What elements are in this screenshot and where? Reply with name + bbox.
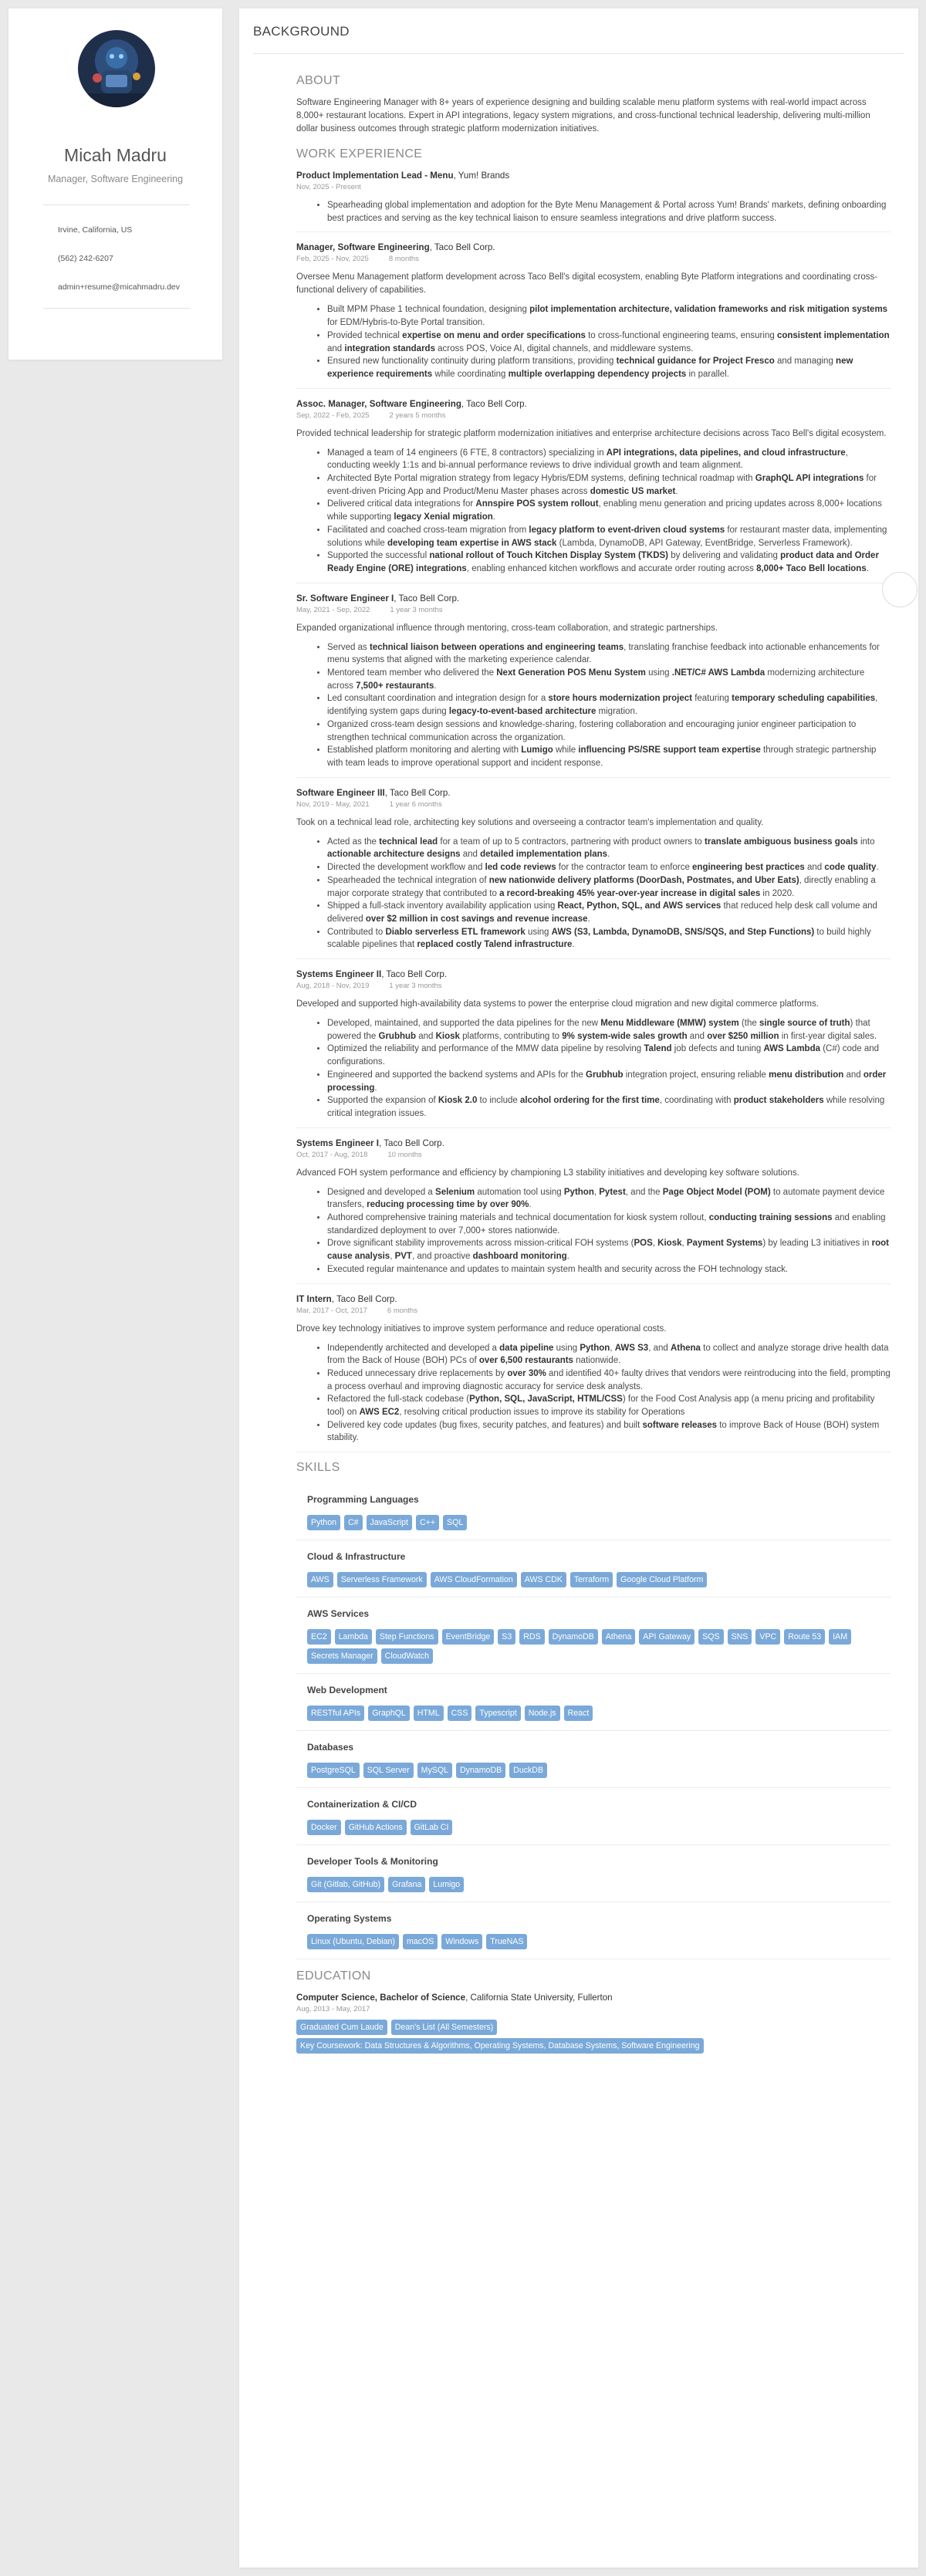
job-heading: Product Implementation Lead - Menu, Yum! Brands bbox=[296, 171, 510, 181]
job-company: Taco Bell Corp. bbox=[386, 969, 448, 980]
highlight-text: Pytest bbox=[599, 1187, 626, 1197]
job-heading: Manager, Software Engineering, Taco Bell Corp. bbox=[296, 242, 495, 253]
highlight-text: AWS Lambda bbox=[763, 1044, 820, 1054]
job-date-range: Aug, 2018 - Nov, 2019 bbox=[296, 982, 370, 991]
skill-group bbox=[296, 1494, 891, 1540]
work-experience-list bbox=[296, 170, 891, 1452]
job-bullet: • Spearheading global implementation and adoption for the Byte Menu Management & Portal across Yum! Brands' markets, defining onboarding best practices and serving as the key technical liaison to ensure seamless integrations and drive platform success. bbox=[327, 199, 891, 225]
highlight-text: Kiosk 2.0 bbox=[438, 1096, 478, 1106]
skill-group bbox=[296, 1551, 891, 1597]
skill-tag: S3 bbox=[498, 1629, 515, 1645]
page-title: BACKGROUND bbox=[253, 24, 350, 39]
highlight-text: product stakeholders bbox=[733, 1096, 824, 1106]
job-heading: Systems Engineer II, Taco Bell Corp. bbox=[296, 969, 448, 980]
skill-group bbox=[296, 1856, 891, 1902]
job-bullet: • Provided technical expertise on menu and order specifications to cross-functional engineering teams, ensuring consistent implementation and integration standards across POS, Voice AI, digital channels, and middleware systems. bbox=[327, 330, 891, 355]
highlight-text: alcohol ordering for the first time bbox=[519, 1096, 660, 1106]
job-date-range: Nov, 2025 - Present bbox=[296, 183, 361, 191]
skill-tag: Docker bbox=[307, 1820, 341, 1835]
highlight-text: influencing PS/SRE support team expertise bbox=[578, 745, 761, 756]
job-summary: Oversee Menu Management platform development across Taco Bell's digital ecosystem, enabling Byte Platform integrations and coordinating cross-functional delivery of capabilities. bbox=[296, 272, 878, 296]
skill-tag: macOS bbox=[403, 1934, 438, 1949]
job-bullet: • Optimized the reliability and performance of the MMW data pipeline by resolving Talend job defects and tuning AWS Lambda (C#) code and configurations. bbox=[327, 1043, 891, 1068]
job-duration: 10 months bbox=[387, 1150, 422, 1159]
job-title: Software Engineer III bbox=[296, 787, 385, 798]
job-summary: Advanced FOH system performance and efficiency by championing L3 stability initiatives and developing key software solutions. bbox=[296, 1168, 799, 1178]
skill-tag: Windows bbox=[441, 1934, 482, 1949]
job-bullets bbox=[296, 1186, 891, 1276]
phone-text[interactable]: (562) 242-6207 bbox=[58, 254, 113, 263]
job-heading: Assoc. Manager, Software Engineering, Taco Bell Corp. bbox=[296, 398, 527, 409]
highlight-text: POS bbox=[634, 1239, 653, 1249]
education-degree: Computer Science, Bachelor of Science bbox=[296, 1993, 466, 2003]
job-dates bbox=[296, 254, 891, 265]
skill-tag: DynamoDB bbox=[549, 1629, 598, 1645]
job-date-range: Mar, 2017 - Oct, 2017 bbox=[296, 1306, 367, 1315]
highlight-text: legacy platform to event-driven cloud systems bbox=[529, 525, 725, 535]
job-entry bbox=[296, 398, 891, 583]
job-title: IT Intern bbox=[296, 1293, 332, 1304]
highlight-text: translate ambiguous business goals bbox=[705, 837, 858, 847]
education-tags bbox=[296, 2020, 867, 2054]
job-dates bbox=[296, 411, 891, 421]
profile-name: Micah Madru bbox=[64, 145, 167, 165]
skill-tag: GitHub Actions bbox=[345, 1820, 407, 1835]
job-bullet: • Built MPM Phase 1 technical foundation, designing pilot implementation architecture, validation frameworks and risk mitigation systems for EDM/Hybris-to-Byte Portal transition. bbox=[327, 303, 891, 329]
job-date-range: Feb, 2025 - Nov, 2025 bbox=[296, 255, 369, 264]
job-summary: Expanded organizational influence through mentoring, cross-team collaboration, and strategic partnerships. bbox=[296, 623, 718, 633]
skill-tag: SNS bbox=[728, 1629, 752, 1645]
highlight-text: Diablo serverless ETL framework bbox=[385, 927, 526, 937]
job-dates bbox=[296, 1306, 891, 1317]
highlight-text: detailed implementation plans bbox=[480, 850, 608, 860]
skill-tag: EventBridge bbox=[442, 1629, 495, 1645]
highlight-text: new nationwide delivery platforms (DoorDash, Postmates, and Uber Eats) bbox=[488, 875, 799, 885]
job-bullets bbox=[296, 303, 891, 380]
job-bullet: • Directed the development workflow and led code reviews for the contractor team to enforce engineering best practices and code quality. bbox=[327, 861, 891, 874]
skill-tags bbox=[307, 1572, 891, 1587]
highlight-text: product data and Order Ready Engine (ORE) integrations bbox=[327, 551, 879, 573]
skill-tags bbox=[307, 1820, 891, 1835]
highlight-text: domestic US market bbox=[590, 486, 676, 496]
avatar-image bbox=[78, 30, 155, 107]
highlight-text: Athena bbox=[670, 1343, 701, 1353]
highlight-text: Kiosk bbox=[435, 1031, 460, 1041]
skill-group bbox=[296, 1913, 891, 1959]
job-bullets bbox=[296, 1017, 891, 1121]
job-duration: 6 months bbox=[387, 1306, 417, 1315]
skill-tag: DynamoDB bbox=[456, 1763, 505, 1778]
skill-tags bbox=[307, 1877, 891, 1892]
highlight-text: new experience requirements bbox=[327, 357, 853, 379]
skill-tag: C++ bbox=[416, 1515, 439, 1530]
job-summary: Took on a technical lead role, architecting key solutions and overseeing a contractor team's implementation and quality. bbox=[296, 817, 764, 827]
skill-tag: GraphQL bbox=[368, 1706, 410, 1721]
highlight-text: Lumigo bbox=[521, 745, 553, 756]
education-school: California State University, Fullerton bbox=[470, 1993, 613, 2003]
skill-tag: PostgreSQL bbox=[307, 1763, 360, 1778]
skill-tag: CloudWatch bbox=[381, 1648, 433, 1664]
highlight-text: over $2 million in cost savings and revenue increase bbox=[365, 914, 588, 924]
highlight-text: Python bbox=[563, 1187, 594, 1197]
highlight-text: Grubhub bbox=[586, 1070, 624, 1080]
highlight-text: software releases bbox=[642, 1420, 718, 1430]
job-bullet: • Mentored team member who delivered the Next Generation POS Menu System using .NET/C# AWS Lambda modernizing architecture across 7,500+ restaurants. bbox=[327, 667, 891, 692]
job-entry bbox=[296, 1138, 891, 1284]
highlight-text: legacy Xenial migration bbox=[394, 512, 493, 522]
job-date-range: Nov, 2019 - May, 2021 bbox=[296, 800, 370, 809]
job-duration: 2 years 5 months bbox=[389, 411, 446, 420]
highlight-text: AWS S3 bbox=[614, 1343, 649, 1353]
job-bullets bbox=[296, 1342, 891, 1445]
skill-group bbox=[296, 1799, 891, 1845]
job-bullet: • Reduced unnecessary drive replacements by over 30% and identified 40+ faulty drives that vendors were reintroducing into the field, prompting a process overhaul and improving diagnostic accuracy for service desk analysts. bbox=[327, 1367, 891, 1393]
highlight-text: over $250 million bbox=[707, 1031, 779, 1041]
job-summary: Drove key technology initiatives to improve system performance and reduce operational costs. bbox=[296, 1323, 667, 1334]
highlight-text: technical lead bbox=[379, 837, 438, 847]
job-bullet: • Drove significant stability improvements across mission-critical FOH systems (POS, Kiosk, Payment Systems) by leading L3 initiatives in root cause analysis, PVT, and proactive dashboard monitoring. bbox=[327, 1237, 891, 1263]
skill-tag: DuckDB bbox=[509, 1763, 547, 1778]
highlight-text: single source of truth bbox=[759, 1019, 850, 1029]
job-company: Taco Bell Corp. bbox=[398, 593, 460, 603]
skills-heading: SKILLS bbox=[296, 1461, 340, 1475]
background-panel bbox=[239, 8, 918, 2568]
skill-group bbox=[296, 1608, 891, 1674]
highlight-text: engineering best practices bbox=[692, 863, 805, 873]
highlight-text: Menu Middleware (MMW) system bbox=[600, 1019, 739, 1029]
job-entry bbox=[296, 787, 891, 959]
highlight-text: developing team expertise in AWS stack bbox=[387, 538, 557, 548]
job-dates bbox=[296, 182, 891, 193]
job-bullet: • Engineered and supported the backend systems and APIs for the Grubhub integration project, ensuring reliable menu distribution and order processing. bbox=[327, 1069, 891, 1094]
job-bullets bbox=[296, 641, 891, 770]
skill-tag: Secrets Manager bbox=[307, 1648, 377, 1664]
job-date-range: May, 2021 - Sep, 2022 bbox=[296, 605, 370, 614]
work-heading: WORK EXPERIENCE bbox=[296, 147, 423, 161]
highlight-text: expertise on menu and order specifications bbox=[402, 330, 586, 340]
skill-tag: API Gateway bbox=[639, 1629, 694, 1645]
job-bullet: • Managed a team of 14 engineers (6 FTE, 8 contractors) specializing in API integrations, data pipelines, and cloud infrastructure, conducting weekly 1:1s and bi-annual performance reviews to drive individual growth and team alignment. bbox=[327, 447, 891, 472]
education-tag: Graduated Cum Laude bbox=[296, 2020, 387, 2035]
skill-tag: RESTful APIs bbox=[307, 1706, 364, 1721]
job-bullet: • Authored comprehensive training materials and technical documentation for kiosk system rollout, conducting training sessions and enabling standardized deployment to over 7,000+ stores nationwide. bbox=[327, 1212, 891, 1237]
job-dates bbox=[296, 1150, 891, 1161]
job-bullet: • Led consultant coordination and integration design for a store hours modernization project featuring temporary scheduling capabilities, identifying system gaps during legacy-to-event-based architecture migration. bbox=[327, 692, 891, 718]
skill-group-title: Programming Languages bbox=[307, 1494, 419, 1506]
skill-tag: AWS CloudFormation bbox=[431, 1572, 517, 1587]
skill-tag: SQL bbox=[443, 1515, 467, 1530]
skill-group-title: Databases bbox=[307, 1742, 354, 1753]
job-bullets bbox=[296, 199, 891, 225]
highlight-text: 8,000+ Taco Bell locations bbox=[756, 563, 867, 573]
highlight-text: React, Python, SQL, and AWS services bbox=[557, 901, 722, 911]
skill-tag: Lambda bbox=[335, 1629, 372, 1645]
highlight-text: conducting training sessions bbox=[708, 1213, 833, 1223]
job-bullet: • Acted as the technical lead for a team of up to 5 contractors, partnering with product owners to translate ambiguous business goals into actionable architecture designs and detailed implementation plans. bbox=[327, 836, 891, 861]
job-bullet: • Supported the successful national rollout of Touch Kitchen Display System (TKDS) by delivering and validating product data and Order Ready Engine (ORE) integrations, enabling enhanced kitchen workflows and accurate order routing across 8,000+ Taco Bell locations. bbox=[327, 549, 891, 575]
highlight-text: Page Object Model (POM) bbox=[662, 1187, 771, 1197]
skill-tag: EC2 bbox=[307, 1629, 331, 1645]
skill-tag: IAM bbox=[829, 1629, 851, 1645]
highlight-text: Next Generation POS Menu System bbox=[496, 668, 646, 678]
highlight-text: menu distribution bbox=[769, 1070, 844, 1080]
job-dates bbox=[296, 800, 891, 810]
job-company: Taco Bell Corp. bbox=[384, 1138, 444, 1148]
highlight-text: Selenium bbox=[435, 1187, 475, 1197]
job-company: Taco Bell Corp. bbox=[389, 787, 451, 798]
highlight-text: Annspire POS system rollout bbox=[475, 499, 599, 509]
job-bullet: • Developed, maintained, and supported the data pipelines for the new Menu Middleware (MMW) system (the single source of truth) that powered the Grubhub and Kiosk platforms, contributing to 9% system-wide sales growth and over $250 million in first-year digital sales. bbox=[327, 1017, 891, 1043]
job-entry bbox=[296, 969, 891, 1128]
job-date-range: Oct, 2017 - Aug, 2018 bbox=[296, 1150, 368, 1159]
skill-tag: RDS bbox=[519, 1629, 544, 1645]
job-company: Taco Bell Corp. bbox=[434, 242, 495, 253]
skill-tag: Route 53 bbox=[784, 1629, 825, 1645]
highlight-text: national rollout of Touch Kitchen Display System (TKDS) bbox=[429, 551, 669, 561]
job-heading: Software Engineer III, Taco Bell Corp. bbox=[296, 787, 451, 798]
skill-tags bbox=[307, 1515, 891, 1530]
job-bullet: • Spearheaded the technical integration of new nationwide delivery platforms (DoorDash, Postmates, and Uber Eats), directly enabling a major corporate strategy that contributed to a record-breaking 45% year-over-year increase in digital sales in 2020. bbox=[327, 874, 891, 900]
highlight-text: consistent implementation bbox=[776, 330, 890, 340]
skill-tag: Terraform bbox=[570, 1572, 613, 1587]
highlight-text: Kiosk bbox=[657, 1239, 682, 1249]
sidebar-divider bbox=[43, 308, 190, 309]
job-date-range: Sep, 2022 - Feb, 2025 bbox=[296, 411, 370, 420]
job-heading: IT Intern, Taco Bell Corp. bbox=[296, 1293, 397, 1304]
skill-tag: Typescript bbox=[475, 1706, 520, 1721]
skill-tag: Athena bbox=[602, 1629, 636, 1645]
skill-tag: Linux (Ubuntu, Debian) bbox=[307, 1934, 399, 1949]
job-dates bbox=[296, 981, 891, 992]
resume-content bbox=[296, 75, 891, 2054]
job-bullet: • Designed and developed a Selenium automation tool using Python, Pytest, and the Page Object Model (POM) to automate payment device transfers, reducing processing time by over 90%. bbox=[327, 1186, 891, 1212]
profile-role: Manager, Software Engineering bbox=[47, 174, 184, 184]
title-divider bbox=[253, 53, 904, 54]
highlight-text: store hours modernization project bbox=[548, 694, 692, 704]
skill-tag: Step Functions bbox=[376, 1629, 438, 1645]
skill-tag: AWS bbox=[307, 1572, 333, 1587]
job-duration: 8 months bbox=[388, 255, 419, 264]
skill-group-title: AWS Services bbox=[307, 1608, 370, 1620]
highlight-text: API integrations, data pipelines, and cloud infrastructure bbox=[606, 448, 846, 458]
skill-tag: Google Cloud Platform bbox=[617, 1572, 707, 1587]
highlight-text: pilot implementation architecture, validation frameworks and risk mitigation systems bbox=[529, 305, 888, 315]
highlight-text: GraphQL API integrations bbox=[755, 474, 864, 484]
skill-group-title: Developer Tools & Monitoring bbox=[307, 1856, 438, 1868]
skill-group bbox=[296, 1685, 891, 1731]
job-title: Sr. Software Engineer I bbox=[296, 593, 394, 603]
highlight-text: Grubhub bbox=[378, 1031, 417, 1041]
skill-tags bbox=[307, 1706, 891, 1721]
skill-tag: VPC bbox=[755, 1629, 780, 1645]
job-heading: Systems Engineer I, Taco Bell Corp. bbox=[296, 1138, 444, 1148]
skills-list bbox=[296, 1494, 891, 1959]
job-title: Systems Engineer I bbox=[296, 1138, 379, 1148]
highlight-text: AWS (S3, Lambda, DynamoDB, SNS/SQS, and Step Functions) bbox=[551, 927, 815, 937]
profile-sidebar bbox=[8, 8, 222, 360]
highlight-text: legacy-to-event-based architecture bbox=[448, 707, 596, 717]
job-company: Taco Bell Corp. bbox=[466, 398, 527, 409]
job-bullet: • Delivered critical data integrations for Annspire POS system rollout, enabling menu generation and pricing updates across 8,000+ locations while supporting legacy Xenial migration. bbox=[327, 498, 891, 523]
job-bullet: • Shipped a full-stack inventory availability application using React, Python, SQL, and AWS services that reduced help desk call volume and delivered over $2 million in cost savings and revenue increase. bbox=[327, 900, 891, 925]
job-company: Taco Bell Corp. bbox=[336, 1293, 397, 1304]
highlight-text: Payment Systems bbox=[686, 1239, 763, 1249]
skill-tag: React bbox=[564, 1706, 593, 1721]
job-bullet: • Established platform monitoring and alerting with Lumigo while influencing PS/SRE support team expertise through strategic partnership with team leads to improve operational support and incident response. bbox=[327, 744, 891, 769]
skill-tag: Grafana bbox=[388, 1877, 425, 1892]
job-summary: Developed and supported high-availability data systems to power the enterprise cloud migration and new digital commerce platforms. bbox=[296, 999, 819, 1009]
highlight-text: a record-breaking 45% year-over-year increase in digital sales bbox=[499, 888, 761, 898]
skill-tag: Python bbox=[307, 1515, 340, 1530]
highlight-text: Talend bbox=[644, 1044, 672, 1054]
about-text: Software Engineering Manager with 8+ years of experience designing and building scalable menu platform systems with real-world impact across 8,000+ restaurant locations. Expert in API integrations, legacy system migrations, and cross-functional technical leadership, delivering multi-million dollar business outcomes through strategic platform modernization initiatives. bbox=[296, 98, 870, 134]
skill-tag: GitLab CI bbox=[411, 1820, 453, 1835]
job-entry bbox=[296, 1293, 891, 1453]
highlight-text: data pipeline bbox=[499, 1343, 554, 1353]
job-bullet: • Refactored the full-stack codebase (Python, SQL, JavaScript, HTML/CSS) for the Food Cost Analysis app (a menu pricing and profitability tool) on AWS EC2, resolving critical production issues to improve its stability for Operations bbox=[327, 1393, 891, 1418]
job-bullet: • Delivered key code updates (bug fixes, security patches, and features) and built software releases to improve Back of House (BOH) system stability. bbox=[327, 1419, 891, 1445]
skill-tag: TrueNAS bbox=[486, 1934, 527, 1949]
job-entry bbox=[296, 242, 891, 388]
job-bullet: • Served as technical liaison between operations and engineering teams, translating franchise feedback into actionable enhancements for menu systems that aligned with the marketing experience calendar. bbox=[327, 641, 891, 667]
highlight-text: led code reviews bbox=[485, 863, 556, 873]
job-bullet: • Contributed to Diablo serverless ETL framework using AWS (S3, Lambda, DynamoDB, SNS/SQS, and Step Functions) to build highly scalable pipelines that replaced costly Talend infrastructure. bbox=[327, 926, 891, 952]
job-company: Yum! Brands bbox=[458, 171, 510, 181]
highlight-text: technical guidance for Project Fresco bbox=[616, 357, 775, 367]
highlight-text: actionable architecture designs bbox=[327, 850, 461, 860]
highlight-text: PVT bbox=[394, 1252, 412, 1262]
highlight-text: reducing processing time by over 90% bbox=[367, 1200, 529, 1210]
location-text: Irvine, California, US bbox=[58, 225, 133, 235]
education-head: Computer Science, Bachelor of Science, California State University, Fullerton bbox=[296, 1993, 613, 2003]
about-heading: ABOUT bbox=[296, 74, 341, 87]
highlight-text: code quality bbox=[824, 863, 877, 873]
skill-tag: JavaScript bbox=[367, 1515, 412, 1530]
avatar bbox=[78, 30, 155, 107]
skill-group-title: Operating Systems bbox=[307, 1913, 392, 1925]
highlight-text: over 6,500 restaurants bbox=[478, 1356, 573, 1366]
job-duration: 1 year 6 months bbox=[389, 800, 442, 809]
highlight-text: root cause analysis bbox=[327, 1239, 889, 1262]
job-bullet: • Organized cross-team design sessions and knowledge-sharing, fostering collaboration and encouraging junior engineer participation to strengthen technical communication across the organization. bbox=[327, 718, 891, 744]
job-title: Systems Engineer II bbox=[296, 969, 382, 980]
job-bullet: • Supported the expansion of Kiosk 2.0 to include alcohol ordering for the first time, coordinating with product stakeholders while resolving critical integration issues. bbox=[327, 1094, 891, 1120]
highlight-text: 7,500+ restaurants bbox=[356, 681, 434, 691]
job-bullet: • Facilitated and coached cross-team migration from legacy platform to event-driven cloud systems for restaurant master data, implementing solutions while developing team expertise in AWS stack (Lambda, DynamoDB, API Gateway, EventBridge, Serverless Framework). bbox=[327, 524, 891, 549]
skill-tag: AWS CDK bbox=[521, 1572, 566, 1587]
job-summary: Provided technical leadership for strategic platform modernization initiatives and enterprise architecture decisions across Taco Bell's digital ecosystem. bbox=[296, 428, 887, 438]
job-duration: 1 year 3 months bbox=[389, 982, 442, 991]
highlight-text: Python, SQL, JavaScript, HTML/CSS bbox=[469, 1394, 623, 1405]
job-bullet: • Independently architected and developed a data pipeline using Python, AWS S3, and Athena to collect and analyze storage drive health data from the Back of House (BOH) PCs of over 6,500 restaurants nationwide. bbox=[327, 1342, 891, 1367]
skill-group-title: Web Development bbox=[307, 1685, 387, 1696]
skill-tags bbox=[307, 1629, 891, 1664]
skill-tag: Git (Gitlab, GitHub) bbox=[307, 1877, 384, 1892]
education-tag: Key Coursework: Data Structures & Algorithms, Operating Systems, Database Systems, Software Engineering bbox=[296, 2038, 704, 2054]
job-bullets bbox=[296, 447, 891, 576]
job-entry bbox=[296, 170, 891, 232]
skill-tag: Node.js bbox=[525, 1706, 560, 1721]
job-title: Assoc. Manager, Software Engineering bbox=[296, 398, 461, 409]
skill-tag: SQS bbox=[698, 1629, 723, 1645]
skill-tag: Lumigo bbox=[429, 1877, 464, 1892]
job-bullet: • Ensured new functionality continuity during platform transitions, providing technical guidance for Project Fresco and managing new experience requirements while coordinating multiple overlapping dependency projects in parallel. bbox=[327, 355, 891, 380]
skill-group-title: Containerization & CI/CD bbox=[307, 1799, 417, 1810]
skill-tag: Serverless Framework bbox=[337, 1572, 427, 1587]
highlight-text: multiple overlapping dependency projects bbox=[508, 369, 687, 379]
job-entry bbox=[296, 593, 891, 778]
job-duration: 1 year 3 months bbox=[390, 605, 443, 614]
highlight-text: 9% system-wide sales growth bbox=[562, 1031, 688, 1041]
highlight-text: dashboard monitoring bbox=[472, 1252, 567, 1262]
skill-tag: MySQL bbox=[417, 1763, 452, 1778]
highlight-text: replaced costly Talend infrastructure bbox=[417, 940, 573, 950]
skill-tags bbox=[307, 1763, 891, 1778]
highlight-text: technical liaison between operations and engineering teams bbox=[369, 642, 624, 652]
education-entry bbox=[296, 1992, 891, 2054]
job-title: Manager, Software Engineering bbox=[296, 242, 430, 253]
education-heading: EDUCATION bbox=[296, 1969, 371, 1983]
skill-tag: CSS bbox=[448, 1706, 472, 1721]
skill-tags bbox=[307, 1934, 891, 1949]
education-dates: Aug, 2013 - May, 2017 bbox=[296, 2005, 370, 2014]
highlight-text: Python bbox=[580, 1343, 610, 1353]
highlight-text: AWS EC2 bbox=[359, 1408, 400, 1418]
email-link[interactable]: admin+resume@micahmadru.dev bbox=[58, 282, 181, 292]
highlight-text: integration standards bbox=[344, 343, 435, 353]
skill-tag: C# bbox=[344, 1515, 363, 1530]
scroll-button[interactable] bbox=[882, 572, 918, 607]
education-tag: Dean's List (All Semesters) bbox=[391, 2020, 497, 2035]
job-bullets bbox=[296, 836, 891, 952]
highlight-text: .NET/C# AWS Lambda bbox=[671, 668, 765, 678]
job-bullet: • Executed regular maintenance and updates to maintain system health and security across the FOH technology stack. bbox=[327, 1263, 891, 1276]
job-title: Product Implementation Lead - Menu bbox=[296, 171, 454, 181]
job-dates bbox=[296, 605, 891, 616]
skill-group-title: Cloud & Infrastructure bbox=[307, 1551, 406, 1563]
highlight-text: order processing bbox=[327, 1070, 887, 1093]
job-heading: Sr. Software Engineer I, Taco Bell Corp. bbox=[296, 593, 460, 603]
skill-tag: SQL Server bbox=[363, 1763, 414, 1778]
skill-tag: HTML bbox=[414, 1706, 444, 1721]
skill-group bbox=[296, 1742, 891, 1788]
highlight-text: over 30% bbox=[507, 1368, 546, 1378]
highlight-text: temporary scheduling capabilities bbox=[732, 694, 876, 704]
job-bullet: • Architected Byte Portal migration strategy from legacy Hybris/EDM systems, defining technical roadmap with GraphQL API integrations for event-driven Pricing App and Product/Menu Master phases across domestic US market. bbox=[327, 472, 891, 498]
